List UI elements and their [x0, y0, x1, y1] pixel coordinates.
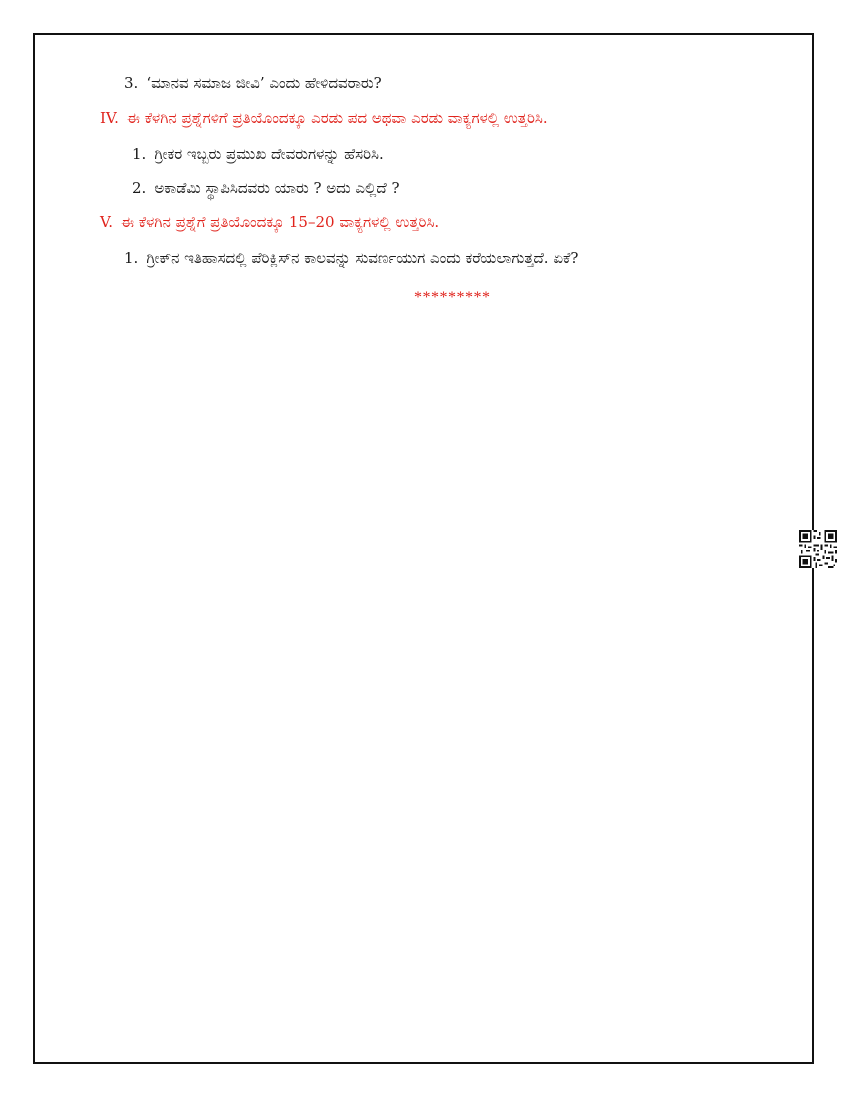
question-number: 1.	[132, 145, 147, 163]
section-iv-question-2	[132, 178, 399, 198]
section-instruction: ಈ ಕೆಳಗಿನ ಪ್ರಶ್ನೆಗಳಿಗೆ ಪ್ರತಿಯೊಂದಕ್ಕೂ ಎರಡು ಪದ ಅಥವಾ ಎರಡು ವಾಕ್ಯಗಳಲ್ಲಿ ಉತ್ತರಿಸಿ.	[126, 109, 548, 127]
section-number: IV.	[100, 109, 119, 127]
section-v-question-1	[124, 248, 578, 268]
section-v-heading	[100, 212, 439, 232]
section-iv-heading	[100, 108, 548, 128]
question-text: ‘ಮಾನವ ಸಮಾಜ ಜೀವಿ’ ಎಂದು ಹೇಳಿದವರಾರು?	[146, 74, 382, 92]
section-instruction: ಈ ಕೆಳಗಿನ ಪ್ರಶ್ನೆಗೆ ಪ್ರತಿಯೊಂದಕ್ಕೂ 15–20 ವಾಕ್ಯಗಳಲ್ಲಿ ಉತ್ತರಿಸಿ.	[120, 213, 440, 231]
question-number: 1.	[124, 249, 139, 267]
qr-code-icon	[799, 530, 837, 568]
section-iv-question-1	[132, 144, 384, 164]
question-text: ಗ್ರೀಕರ ಇಬ್ಬರು ಪ್ರಮುಖ ದೇವರುಗಳನ್ನು ಹೆಸರಿಸಿ.	[154, 145, 384, 163]
question-text: ಅಕಾಡೆಮಿ ಸ್ಥಾಪಿಸಿದವರು ಯಾರು ? ಅದು ಎಲ್ಲಿದೆ ?	[154, 179, 400, 197]
end-marker: *********	[414, 289, 491, 306]
question-number: 2.	[132, 179, 147, 197]
question-text: ಗ್ರೀಕ್‌ನ ಇತಿಹಾಸದಲ್ಲಿ ಪೆರಿಕ್ಲಿಸ್‌ನ ಕಾಲವನ್ನು ಸುವರ್ಣಯುಗ ಎಂದು ಕರೆಯಲಾಗುತ್ತದೆ. ಏಕೆ?	[146, 249, 579, 267]
section-number: V.	[100, 213, 113, 231]
question-3	[124, 73, 382, 93]
question-number: 3.	[124, 74, 139, 92]
